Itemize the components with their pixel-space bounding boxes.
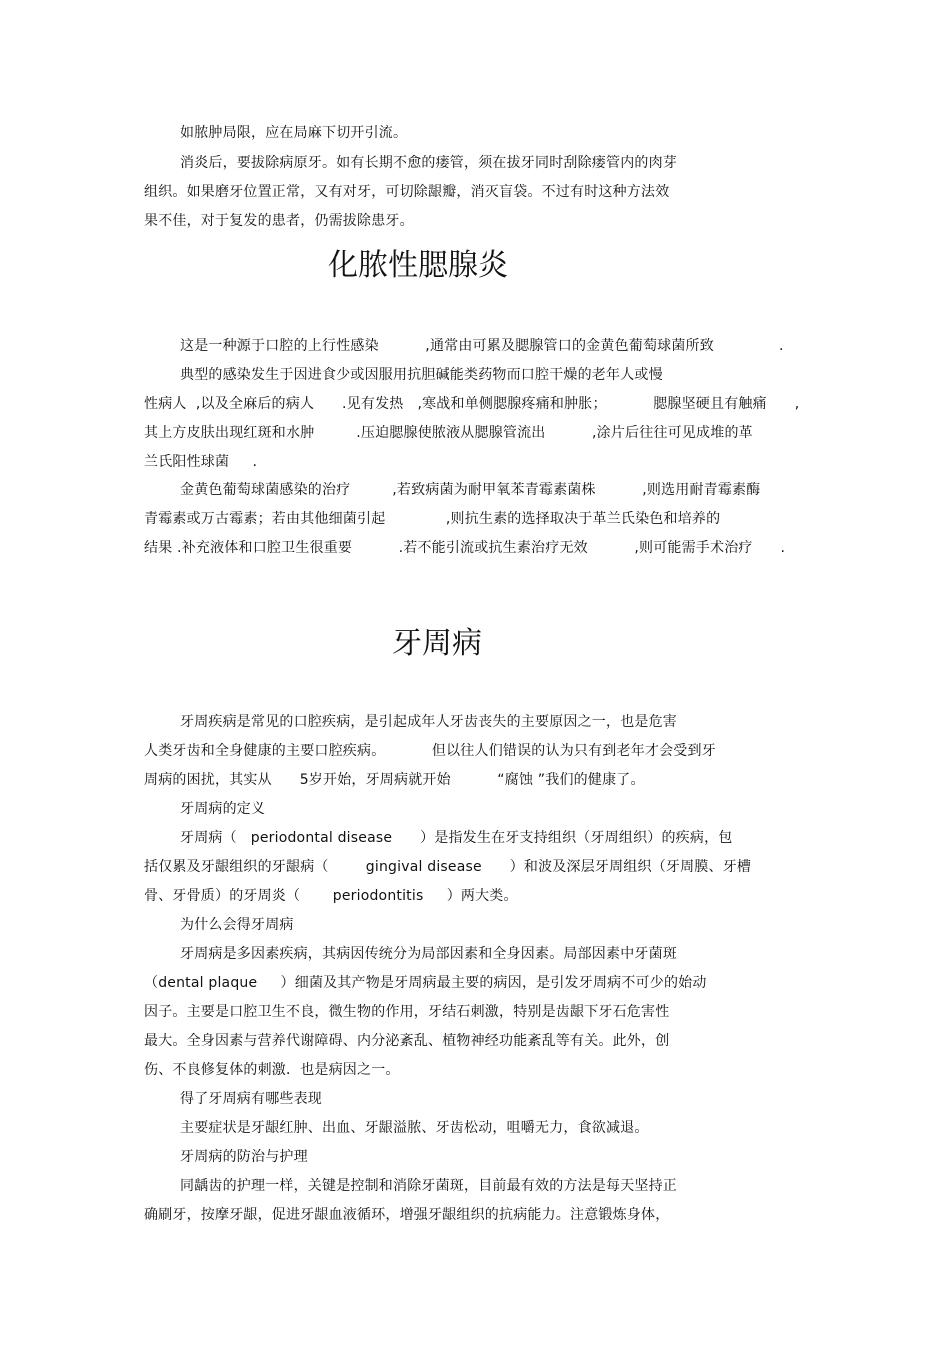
parotitis-line-3: 性病人 ,以及全麻后的病人 .见有发热 ,寒战和单侧腮腺疼痛和肿胀； 腮腺坚硬且有触痛 , bbox=[144, 396, 800, 412]
intro-line-2: 消炎后，要拔除病原牙。如有长期不愈的瘘管，须在拔牙同时刮除瘘管内的肉芽 bbox=[180, 155, 677, 171]
parotitis-line-6: 金黄色葡萄球菌感染的治疗 ,若致病菌为耐甲氧苯青霉素菌株 ,则选用耐青霉素酶 bbox=[180, 482, 761, 498]
periodontal-line-5: 牙周病（ periodontal disease ）是指发生在牙支持组织（牙周组织）的疾病，包 bbox=[180, 830, 733, 846]
intro-line-1: 如脓肿局限，应在局麻下切开引流。 bbox=[180, 125, 408, 141]
parotitis-line-1: 这是一种源于口腔的上行性感染 ,通常由可累及腮腺管口的金黄色葡萄球菌所致 . bbox=[180, 338, 784, 354]
periodontal-line-13: 伤、不良修复体的刺激．也是病因之一。 bbox=[144, 1062, 400, 1078]
periodontal-subheading-causes: 为什么会得牙周病 bbox=[180, 917, 294, 933]
parotitis-line-5: 兰氏阳性球菌 . bbox=[144, 454, 258, 470]
periodontal-line-11: 因子。主要是口腔卫生不良，微生物的作用，牙结石刺激，特别是齿龈下牙石危害性 bbox=[144, 1004, 670, 1020]
periodontal-subheading-definition: 牙周病的定义 bbox=[180, 801, 266, 817]
periodontal-line-2: 人类牙齿和全身健康的主要口腔疾病。 但以往人们错误的认为只有到老年才会受到牙 bbox=[144, 743, 716, 759]
periodontal-line-3: 周病的困扰，其实从 5岁开始，牙周病就开始 “腐蚀 ”我们的健康了。 bbox=[144, 772, 645, 788]
periodontal-line-17: 同龋齿的护理一样，关键是控制和消除牙菌斑，目前最有效的方法是每天坚持正 bbox=[180, 1178, 677, 1194]
periodontal-line-12: 最大。全身因素与营养代谢障碍、内分泌紊乱、植物神经功能紊乱等有关。此外，创 bbox=[144, 1033, 670, 1049]
periodontal-line-6: 括仅累及牙龈组织的牙龈病（ gingival disease ）和波及深层牙周组织（牙周膜、牙槽 bbox=[144, 859, 752, 875]
heading-periodontal: 牙周病 bbox=[392, 626, 482, 661]
parotitis-line-4: 其上方皮肤出现红斑和水肿 .压迫腮腺使脓液从腮腺管流出 ,涂片后往往可见成堆的革 bbox=[144, 425, 753, 441]
periodontal-line-9: 牙周病是多因素疾病，其病因传统分为局部因素和全身因素。局部因素中牙菌斑 bbox=[180, 946, 677, 962]
parotitis-line-2: 典型的感染发生于因进食少或因服用抗胆碱能类药物而口腔干燥的老年人或慢 bbox=[180, 367, 663, 383]
periodontal-line-15: 主要症状是牙龈红肿、出血、牙龈溢脓、牙齿松动，咀嚼无力，食欲减退。 bbox=[180, 1120, 649, 1136]
intro-line-3: 组织。如果磨牙位置正常，又有对牙，可切除龈瓣，消灭盲袋。不过有时这种方法效 bbox=[144, 184, 670, 200]
periodontal-line-18: 确刷牙，按摩牙龈，促进牙龈血液循环，增强牙龈组织的抗病能力。注意锻炼身体， bbox=[144, 1207, 670, 1223]
periodontal-line-7: 骨、牙骨质）的牙周炎（ periodontitis ）两大类。 bbox=[144, 888, 518, 904]
parotitis-line-7: 青霉素或万古霉素；若由其他细菌引起 ,则抗生素的选择取决于革兰氏染色和培养的 bbox=[144, 511, 721, 527]
parotitis-line-8: 结果 .补充液体和口腔卫生很重要 .若不能引流或抗生素治疗无效 ,则可能需手术治疗 . bbox=[144, 540, 786, 556]
periodontal-subheading-symptoms: 得了牙周病有哪些表现 bbox=[180, 1091, 322, 1107]
heading-parotitis: 化脓性腮腺炎 bbox=[328, 248, 508, 283]
periodontal-subheading-care: 牙周病的防治与护理 bbox=[180, 1149, 308, 1165]
intro-line-4: 果不佳，对于复发的患者，仍需拔除患牙。 bbox=[144, 213, 414, 229]
periodontal-line-1: 牙周疾病是常见的口腔疾病，是引起成年人牙齿丧失的主要原因之一，也是危害 bbox=[180, 714, 677, 730]
periodontal-line-10: （dental plaque ）细菌及其产物是牙周病最主要的病因，是引发牙周病不可少的始动 bbox=[144, 975, 707, 991]
